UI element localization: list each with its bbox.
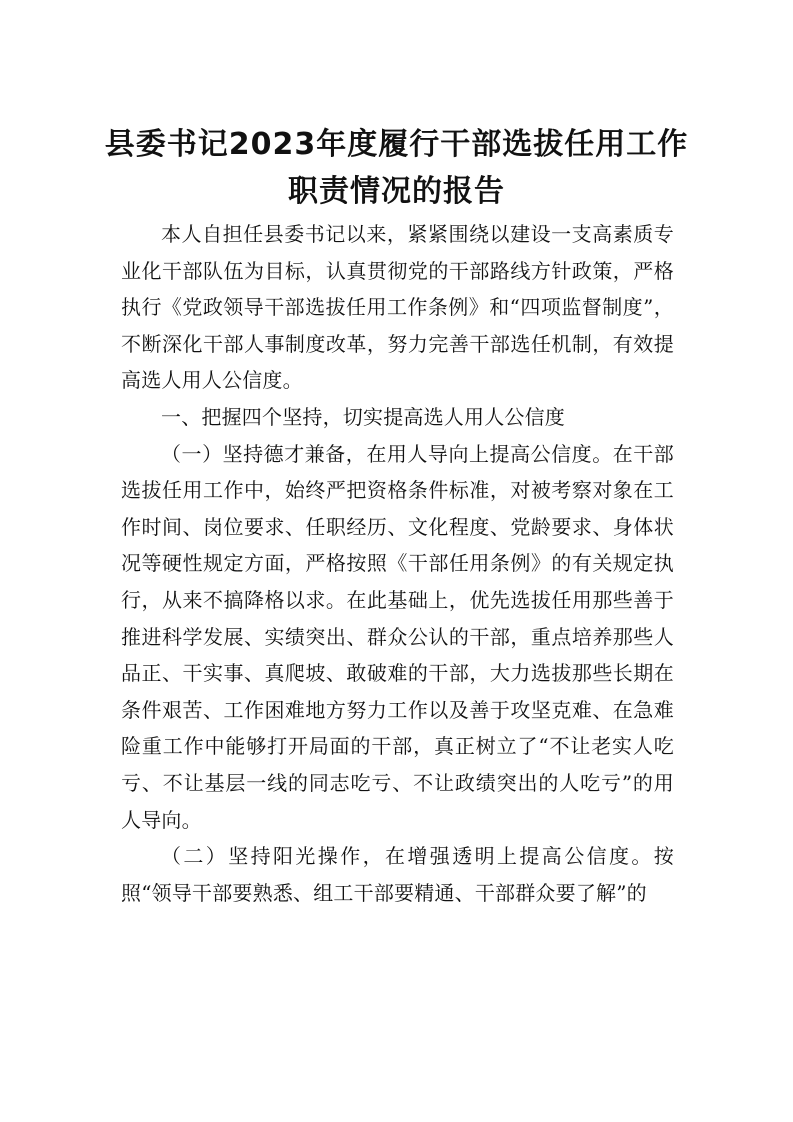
- section-heading-1: 一、把握四个坚持，切实提高选人用人公信度: [161, 404, 565, 429]
- document-title-line-1: 县委书记2023年度履行干部选拔任用工作: [104, 127, 689, 162]
- document-title-line-2: 职责情况的报告: [288, 174, 505, 209]
- subsection-paragraph-1: （一）坚持德才兼备，在用人导向上提高公信度。在干部选拔任用工作中，始终严把资格条件标准，对被考察对象在工作时间、岗位要求、任职经历、文化程度、党龄要求、身体状况等硬性规定方面，严格按照《干部任用条例》的有关规定执行，从来不搞降格以求。在此基础上，优先选拔任用那些善于推进科学发展、实绩突出、群众公认的干部，重点培养那些人品正、干实事、真爬坡、敢破难的干部，大力选拔那些长期在条件艰苦、工作困难地方努力工作以及善于攻坚克难、在急难险重工作中能够打开局面的干部，真正树立了“不让老实人吃亏、不让基层一线的同志吃亏、不让政绩突出的人吃亏”的用人导向。: [121, 441, 674, 832]
- intro-paragraph: 本人自担任县委书记以来，紧紧围绕以建设一支高素质专业化干部队伍为目标，认真贯彻党的干部路线方针政策，严格执行《党政领导干部选拔任用工作条例》和“四项监督制度”，不断深化干部人事制度改革，努力完善干部选任机制，有效提高选人用人公信度。: [121, 222, 674, 393]
- subsection-paragraph-2: （二）坚持阳光操作，在增强透明上提高公信度。按照“领导干部要熟悉、组工干部要精通、干部群众要了解”的: [121, 844, 674, 905]
- document-body: [121, 216, 674, 911]
